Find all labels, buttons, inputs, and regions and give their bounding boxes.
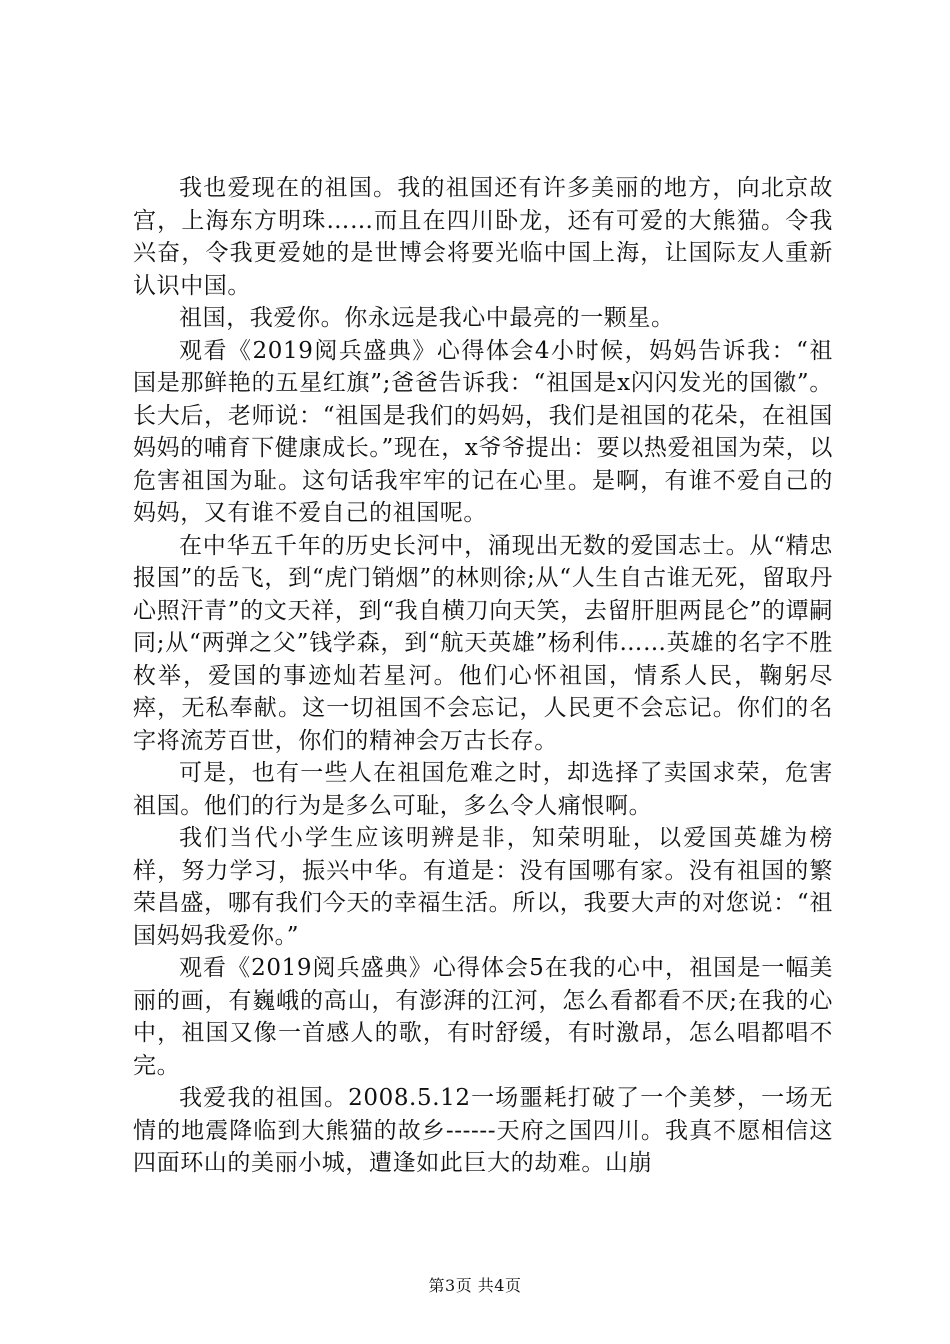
paragraph-7: 观看《2019阅兵盛典》心得体会5在我的心中，祖国是一幅美丽的画，有巍峨的高山，有澎湃的江河，怎么看都看不厌;在我的心中，祖国又像一首感人的歌，有时舒缓，有时激昂，怎么唱都唱不完。 (133, 955, 833, 1079)
paragraph-5: 可是，也有一些人在祖国危难之时，却选择了卖国求荣，危害祖国。他们的行为是多么可耻，多么令人痛恨啊。 (133, 760, 833, 819)
paragraph-8: 我爱我的祖国。2008.5.12一场噩耗打破了一个美梦，一场无情的地震降临到大熊猫的故乡------天府之国四川。我真不愿相信这四面环山的美丽小城，遭逢如此巨大的劫难。山崩 (133, 1085, 833, 1176)
document-body (133, 172, 833, 1180)
paragraph-4: 在中华五千年的历史长河中，涌现出无数的爱国志士。从“精忠报国”的岳飞，到“虎门销烟”的林则徐;从“人生自古谁无死，留取丹心照汗青”的文天祥，到“我自横刀向天笑，去留肝胆两昆仑”的谭嗣同;从“两弹之父”钱学森，到“航天英雄”杨利伟……英雄的名字不胜枚举，爱国的事迹灿若星河。他们心怀祖国，情系人民，鞠躬尽瘁，无私奉献。这一切祖国不会忘记，人民更不会忘记。你们的名字将流芳百世，你们的精神会万古长存。 (133, 532, 833, 754)
paragraph-1: 我也爱现在的祖国。我的祖国还有许多美丽的地方，向北京故宫，上海东方明珠……而且在四川卧龙，还有可爱的大熊猫。令我兴奋，令我更爱她的是世博会将要光临中国上海，让国际友人重新认识中国。 (133, 175, 833, 299)
paragraph-3: 观看《2019阅兵盛典》心得体会4小时候，妈妈告诉我：“祖国是那鲜艳的五星红旗”;爸爸告诉我：“祖国是x闪闪发光的国徽”。长大后，老师说：“祖国是我们的妈妈，我们是祖国的花朵，在祖国妈妈的哺育下健康成长。”现在，x爷爷提出：要以热爱祖国为荣，以危害祖国为耻。这句话我牢牢的记在心里。是啊，有谁不爱自己的妈妈，又有谁不爱自己的祖国呢。 (133, 337, 833, 526)
paragraph-2: 祖国，我爱你。你永远是我心中最亮的一颗星。 (179, 305, 675, 331)
paragraph-6: 我们当代小学生应该明辨是非，知荣明耻，以爱国英雄为榜样，努力学习，振兴中华。有道是：没有国哪有家。没有祖国的繁荣昌盛，哪有我们今天的幸福生活。所以，我要大声的对您说：“祖国妈妈我爱你。” (133, 825, 833, 949)
page-footer (0, 1273, 950, 1296)
page-number: 第3页 共4页 (428, 1276, 522, 1295)
